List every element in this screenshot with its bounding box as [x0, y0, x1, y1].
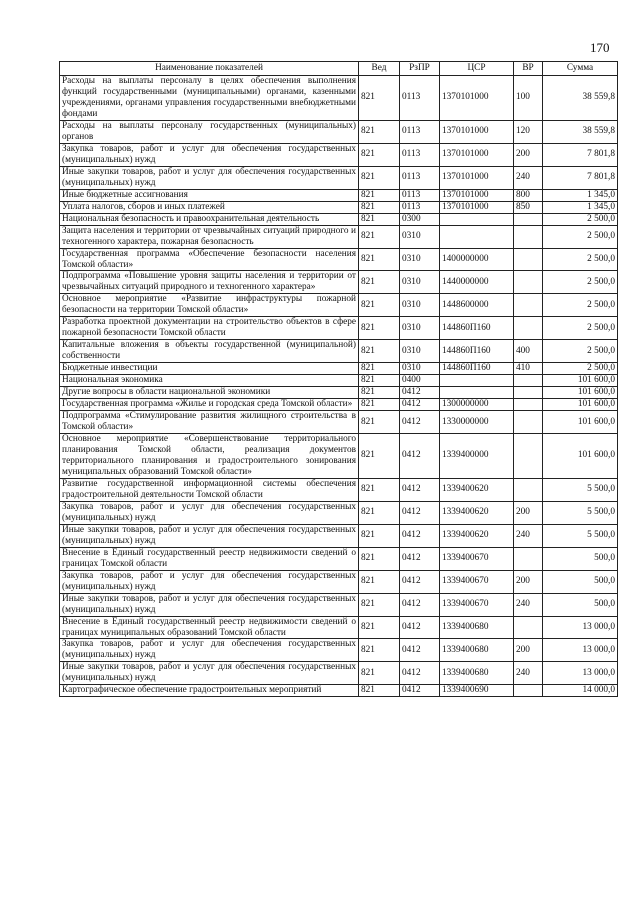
cell-ved: 821	[359, 375, 400, 387]
cell-name: Картографическое обеспечение градостроительных мероприятий	[60, 685, 359, 697]
cell-ved: 821	[359, 76, 400, 121]
cell-vr	[514, 375, 543, 387]
cell-rzpr: 0113	[400, 76, 440, 121]
cell-csr	[440, 387, 514, 399]
cell-ved: 821	[359, 213, 400, 225]
cell-ved: 821	[359, 201, 400, 213]
cell-rzpr: 0113	[400, 189, 440, 201]
cell-vr	[514, 616, 543, 639]
cell-rzpr: 0412	[400, 411, 440, 434]
page-number: 170	[590, 40, 610, 55]
cell-csr: 1370101000	[440, 201, 514, 213]
cell-vr: 240	[514, 662, 543, 685]
table-row	[60, 248, 618, 271]
table-row	[60, 225, 618, 248]
cell-vr	[514, 399, 543, 411]
cell-rzpr: 0310	[400, 340, 440, 363]
table-row	[60, 387, 618, 399]
header-sum: Сумма	[543, 62, 618, 76]
cell-vr: 240	[514, 524, 543, 547]
cell-vr: 800	[514, 189, 543, 201]
cell-name: Иные закупки товаров, работ и услуг для обеспечения государственных (муниципальных) нужд	[60, 166, 359, 189]
cell-ved: 821	[359, 685, 400, 697]
cell-rzpr: 0412	[400, 524, 440, 547]
cell-csr: 144860П160	[440, 340, 514, 363]
cell-csr	[440, 213, 514, 225]
cell-name: Бюджетные инвестиции	[60, 363, 359, 375]
cell-sum: 38 559,8	[543, 120, 618, 143]
table-row	[60, 120, 618, 143]
table-row	[60, 189, 618, 201]
cell-rzpr: 0412	[400, 501, 440, 524]
cell-csr: 1339400690	[440, 685, 514, 697]
cell-sum: 5 500,0	[543, 524, 618, 547]
cell-rzpr: 0310	[400, 225, 440, 248]
cell-rzpr: 0412	[400, 547, 440, 570]
cell-ved: 821	[359, 616, 400, 639]
cell-rzpr: 0310	[400, 317, 440, 340]
cell-csr: 1370101000	[440, 143, 514, 166]
cell-ved: 821	[359, 143, 400, 166]
cell-ved: 821	[359, 593, 400, 616]
table-row	[60, 166, 618, 189]
cell-rzpr: 0310	[400, 294, 440, 317]
cell-name: Закупка товаров, работ и услуг для обеспечения государственных (муниципальных) нужд	[60, 143, 359, 166]
cell-rzpr: 0412	[400, 662, 440, 685]
cell-sum: 500,0	[543, 593, 618, 616]
table-row	[60, 593, 618, 616]
cell-sum: 38 559,8	[543, 76, 618, 121]
cell-vr	[514, 411, 543, 434]
cell-vr: 200	[514, 639, 543, 662]
cell-ved: 821	[359, 434, 400, 479]
table-row	[60, 375, 618, 387]
cell-rzpr: 0412	[400, 570, 440, 593]
cell-csr: 1339400620	[440, 501, 514, 524]
cell-rzpr: 0412	[400, 478, 440, 501]
cell-sum: 2 500,0	[543, 213, 618, 225]
budget-table	[59, 61, 618, 697]
cell-ved: 821	[359, 248, 400, 271]
cell-name: Подпрограмма «Повышение уровня защиты населения и территории от чрезвычайных ситуаций природного и техногенного характера»	[60, 271, 359, 294]
cell-rzpr: 0113	[400, 201, 440, 213]
cell-ved: 821	[359, 411, 400, 434]
cell-ved: 821	[359, 363, 400, 375]
cell-rzpr: 0412	[400, 685, 440, 697]
cell-csr: 1339400680	[440, 639, 514, 662]
cell-rzpr: 0412	[400, 639, 440, 662]
cell-ved: 821	[359, 120, 400, 143]
cell-sum: 13 000,0	[543, 639, 618, 662]
cell-ved: 821	[359, 547, 400, 570]
cell-sum: 101 600,0	[543, 434, 618, 479]
cell-rzpr: 0310	[400, 271, 440, 294]
cell-name: Государственная программа «Жилье и городская среда Томской области»	[60, 399, 359, 411]
cell-name: Другие вопросы в области национальной экономики	[60, 387, 359, 399]
table-row	[60, 639, 618, 662]
cell-sum: 101 600,0	[543, 411, 618, 434]
table-row	[60, 294, 618, 317]
cell-rzpr: 0412	[400, 434, 440, 479]
table-row	[60, 616, 618, 639]
table-row	[60, 201, 618, 213]
cell-vr	[514, 478, 543, 501]
cell-sum: 2 500,0	[543, 317, 618, 340]
cell-name: Основное мероприятие «Развитие инфраструктуры пожарной безопасности на территории Томской области»	[60, 294, 359, 317]
header-csr: ЦСР	[440, 62, 514, 76]
table-row	[60, 501, 618, 524]
cell-name: Внесение в Единый государственный реестр недвижимости сведений о границах Томской области	[60, 547, 359, 570]
cell-name: Национальная безопасность и правоохранительная деятельность	[60, 213, 359, 225]
cell-sum: 2 500,0	[543, 248, 618, 271]
cell-ved: 821	[359, 570, 400, 593]
cell-name: Защита населения и территории от чрезвычайных ситуаций природного и техногенного характера, пожарная безопасность	[60, 225, 359, 248]
cell-csr: 1339400670	[440, 593, 514, 616]
table-row	[60, 399, 618, 411]
cell-sum: 7 801,8	[543, 166, 618, 189]
cell-name: Закупка товаров, работ и услуг для обеспечения государственных (муниципальных) нужд	[60, 639, 359, 662]
cell-csr: 1339400680	[440, 662, 514, 685]
cell-name: Иные закупки товаров, работ и услуг для обеспечения государственных (муниципальных) нужд	[60, 524, 359, 547]
cell-csr: 1339400680	[440, 616, 514, 639]
header-ved: Вед	[359, 62, 400, 76]
cell-name: Внесение в Единый государственный реестр недвижимости сведений о границах муниципальных образований Томской области	[60, 616, 359, 639]
cell-sum: 2 500,0	[543, 294, 618, 317]
cell-vr: 200	[514, 501, 543, 524]
cell-sum: 500,0	[543, 570, 618, 593]
cell-rzpr: 0310	[400, 363, 440, 375]
cell-rzpr: 0412	[400, 616, 440, 639]
cell-ved: 821	[359, 225, 400, 248]
header-rzpr: РзПР	[400, 62, 440, 76]
cell-csr	[440, 225, 514, 248]
table-row	[60, 340, 618, 363]
cell-name: Национальная экономика	[60, 375, 359, 387]
cell-vr	[514, 387, 543, 399]
cell-rzpr: 0412	[400, 387, 440, 399]
cell-csr: 1448600000	[440, 294, 514, 317]
cell-vr	[514, 294, 543, 317]
cell-name: Иные бюджетные ассигнования	[60, 189, 359, 201]
cell-vr	[514, 547, 543, 570]
cell-csr: 1370101000	[440, 166, 514, 189]
cell-name: Подпрограмма «Стимулирование развития жилищного строительства в Томской области»	[60, 411, 359, 434]
header-vr: ВР	[514, 62, 543, 76]
table-header-row	[60, 62, 618, 76]
cell-vr	[514, 434, 543, 479]
cell-vr	[514, 225, 543, 248]
cell-vr	[514, 213, 543, 225]
cell-ved: 821	[359, 662, 400, 685]
cell-sum: 2 500,0	[543, 363, 618, 375]
table-row	[60, 524, 618, 547]
cell-name: Закупка товаров, работ и услуг для обеспечения государственных (муниципальных) нужд	[60, 570, 359, 593]
cell-name: Расходы на выплаты персоналу в целях обеспечения выполнения функций государственными (муниципальными) органами, казенными учреждениями, органами управления государственными внебюджетными фондами	[60, 76, 359, 121]
table-row	[60, 478, 618, 501]
cell-ved: 821	[359, 501, 400, 524]
cell-sum: 2 500,0	[543, 271, 618, 294]
cell-name: Уплата налогов, сборов и иных платежей	[60, 201, 359, 213]
cell-ved: 821	[359, 271, 400, 294]
cell-sum: 13 000,0	[543, 662, 618, 685]
cell-rzpr: 0412	[400, 399, 440, 411]
cell-vr: 850	[514, 201, 543, 213]
cell-sum: 101 600,0	[543, 375, 618, 387]
cell-ved: 821	[359, 317, 400, 340]
cell-name: Закупка товаров, работ и услуг для обеспечения государственных (муниципальных) нужд	[60, 501, 359, 524]
cell-csr: 1339400670	[440, 547, 514, 570]
cell-ved: 821	[359, 399, 400, 411]
cell-ved: 821	[359, 166, 400, 189]
cell-csr: 1339400670	[440, 570, 514, 593]
cell-sum: 14 000,0	[543, 685, 618, 697]
table-row	[60, 363, 618, 375]
cell-sum: 101 600,0	[543, 387, 618, 399]
cell-rzpr: 0113	[400, 166, 440, 189]
cell-ved: 821	[359, 294, 400, 317]
cell-name: Иные закупки товаров, работ и услуг для обеспечения государственных (муниципальных) нужд	[60, 662, 359, 685]
cell-sum: 2 500,0	[543, 225, 618, 248]
cell-csr: 1370101000	[440, 120, 514, 143]
cell-csr: 144860П160	[440, 363, 514, 375]
cell-vr: 100	[514, 76, 543, 121]
cell-name: Основное мероприятие «Совершенствование территориального планирования Томской области, реализация документов территориального планирования и градостроительного зонирования муниципальных образований Томской области»	[60, 434, 359, 479]
cell-name: Капитальные вложения в объекты государственной (муниципальной) собственности	[60, 340, 359, 363]
cell-sum: 13 000,0	[543, 616, 618, 639]
cell-sum: 1 345,0	[543, 189, 618, 201]
cell-csr: 1440000000	[440, 271, 514, 294]
cell-rzpr: 0400	[400, 375, 440, 387]
cell-csr: 144860П160	[440, 317, 514, 340]
cell-vr: 240	[514, 593, 543, 616]
table-row	[60, 271, 618, 294]
cell-vr	[514, 685, 543, 697]
cell-name: Разработка проектной документации на строительство объектов в сфере пожарной безопасности Томской области	[60, 317, 359, 340]
table-row	[60, 411, 618, 434]
cell-rzpr: 0310	[400, 248, 440, 271]
cell-ved: 821	[359, 387, 400, 399]
cell-sum: 2 500,0	[543, 340, 618, 363]
cell-vr: 120	[514, 120, 543, 143]
table-row	[60, 685, 618, 697]
cell-ved: 821	[359, 478, 400, 501]
table-row	[60, 662, 618, 685]
cell-ved: 821	[359, 189, 400, 201]
cell-name: Развитие государственной информационной системы обеспечения градостроительной деятельности Томской области	[60, 478, 359, 501]
cell-ved: 821	[359, 340, 400, 363]
table-row	[60, 547, 618, 570]
table-row	[60, 434, 618, 479]
cell-sum: 1 345,0	[543, 201, 618, 213]
cell-vr	[514, 271, 543, 294]
table-row	[60, 213, 618, 225]
cell-csr: 1370101000	[440, 76, 514, 121]
cell-rzpr: 0113	[400, 120, 440, 143]
cell-vr: 200	[514, 570, 543, 593]
cell-csr: 1339400620	[440, 524, 514, 547]
cell-csr: 1400000000	[440, 248, 514, 271]
table-row	[60, 317, 618, 340]
table-row	[60, 570, 618, 593]
cell-csr: 1370101000	[440, 189, 514, 201]
cell-ved: 821	[359, 639, 400, 662]
cell-rzpr: 0113	[400, 143, 440, 166]
cell-sum: 101 600,0	[543, 399, 618, 411]
cell-vr: 200	[514, 143, 543, 166]
cell-vr: 400	[514, 340, 543, 363]
cell-vr: 410	[514, 363, 543, 375]
cell-rzpr: 0412	[400, 593, 440, 616]
cell-csr: 1330000000	[440, 411, 514, 434]
cell-name: Иные закупки товаров, работ и услуг для обеспечения государственных (муниципальных) нужд	[60, 593, 359, 616]
cell-sum: 500,0	[543, 547, 618, 570]
cell-sum: 7 801,8	[543, 143, 618, 166]
cell-sum: 5 500,0	[543, 501, 618, 524]
cell-csr: 1339400000	[440, 434, 514, 479]
cell-csr: 1339400620	[440, 478, 514, 501]
cell-csr	[440, 375, 514, 387]
cell-ved: 821	[359, 524, 400, 547]
table-row	[60, 143, 618, 166]
cell-vr: 240	[514, 166, 543, 189]
cell-csr: 1300000000	[440, 399, 514, 411]
cell-rzpr: 0300	[400, 213, 440, 225]
cell-vr	[514, 317, 543, 340]
cell-name: Расходы на выплаты персоналу государственных (муниципальных) органов	[60, 120, 359, 143]
header-name: Наименование показателей	[60, 62, 359, 76]
cell-sum: 5 500,0	[543, 478, 618, 501]
cell-name: Государственная программа «Обеспечение безопасности населения Томской области»	[60, 248, 359, 271]
cell-vr	[514, 248, 543, 271]
table-row	[60, 76, 618, 121]
